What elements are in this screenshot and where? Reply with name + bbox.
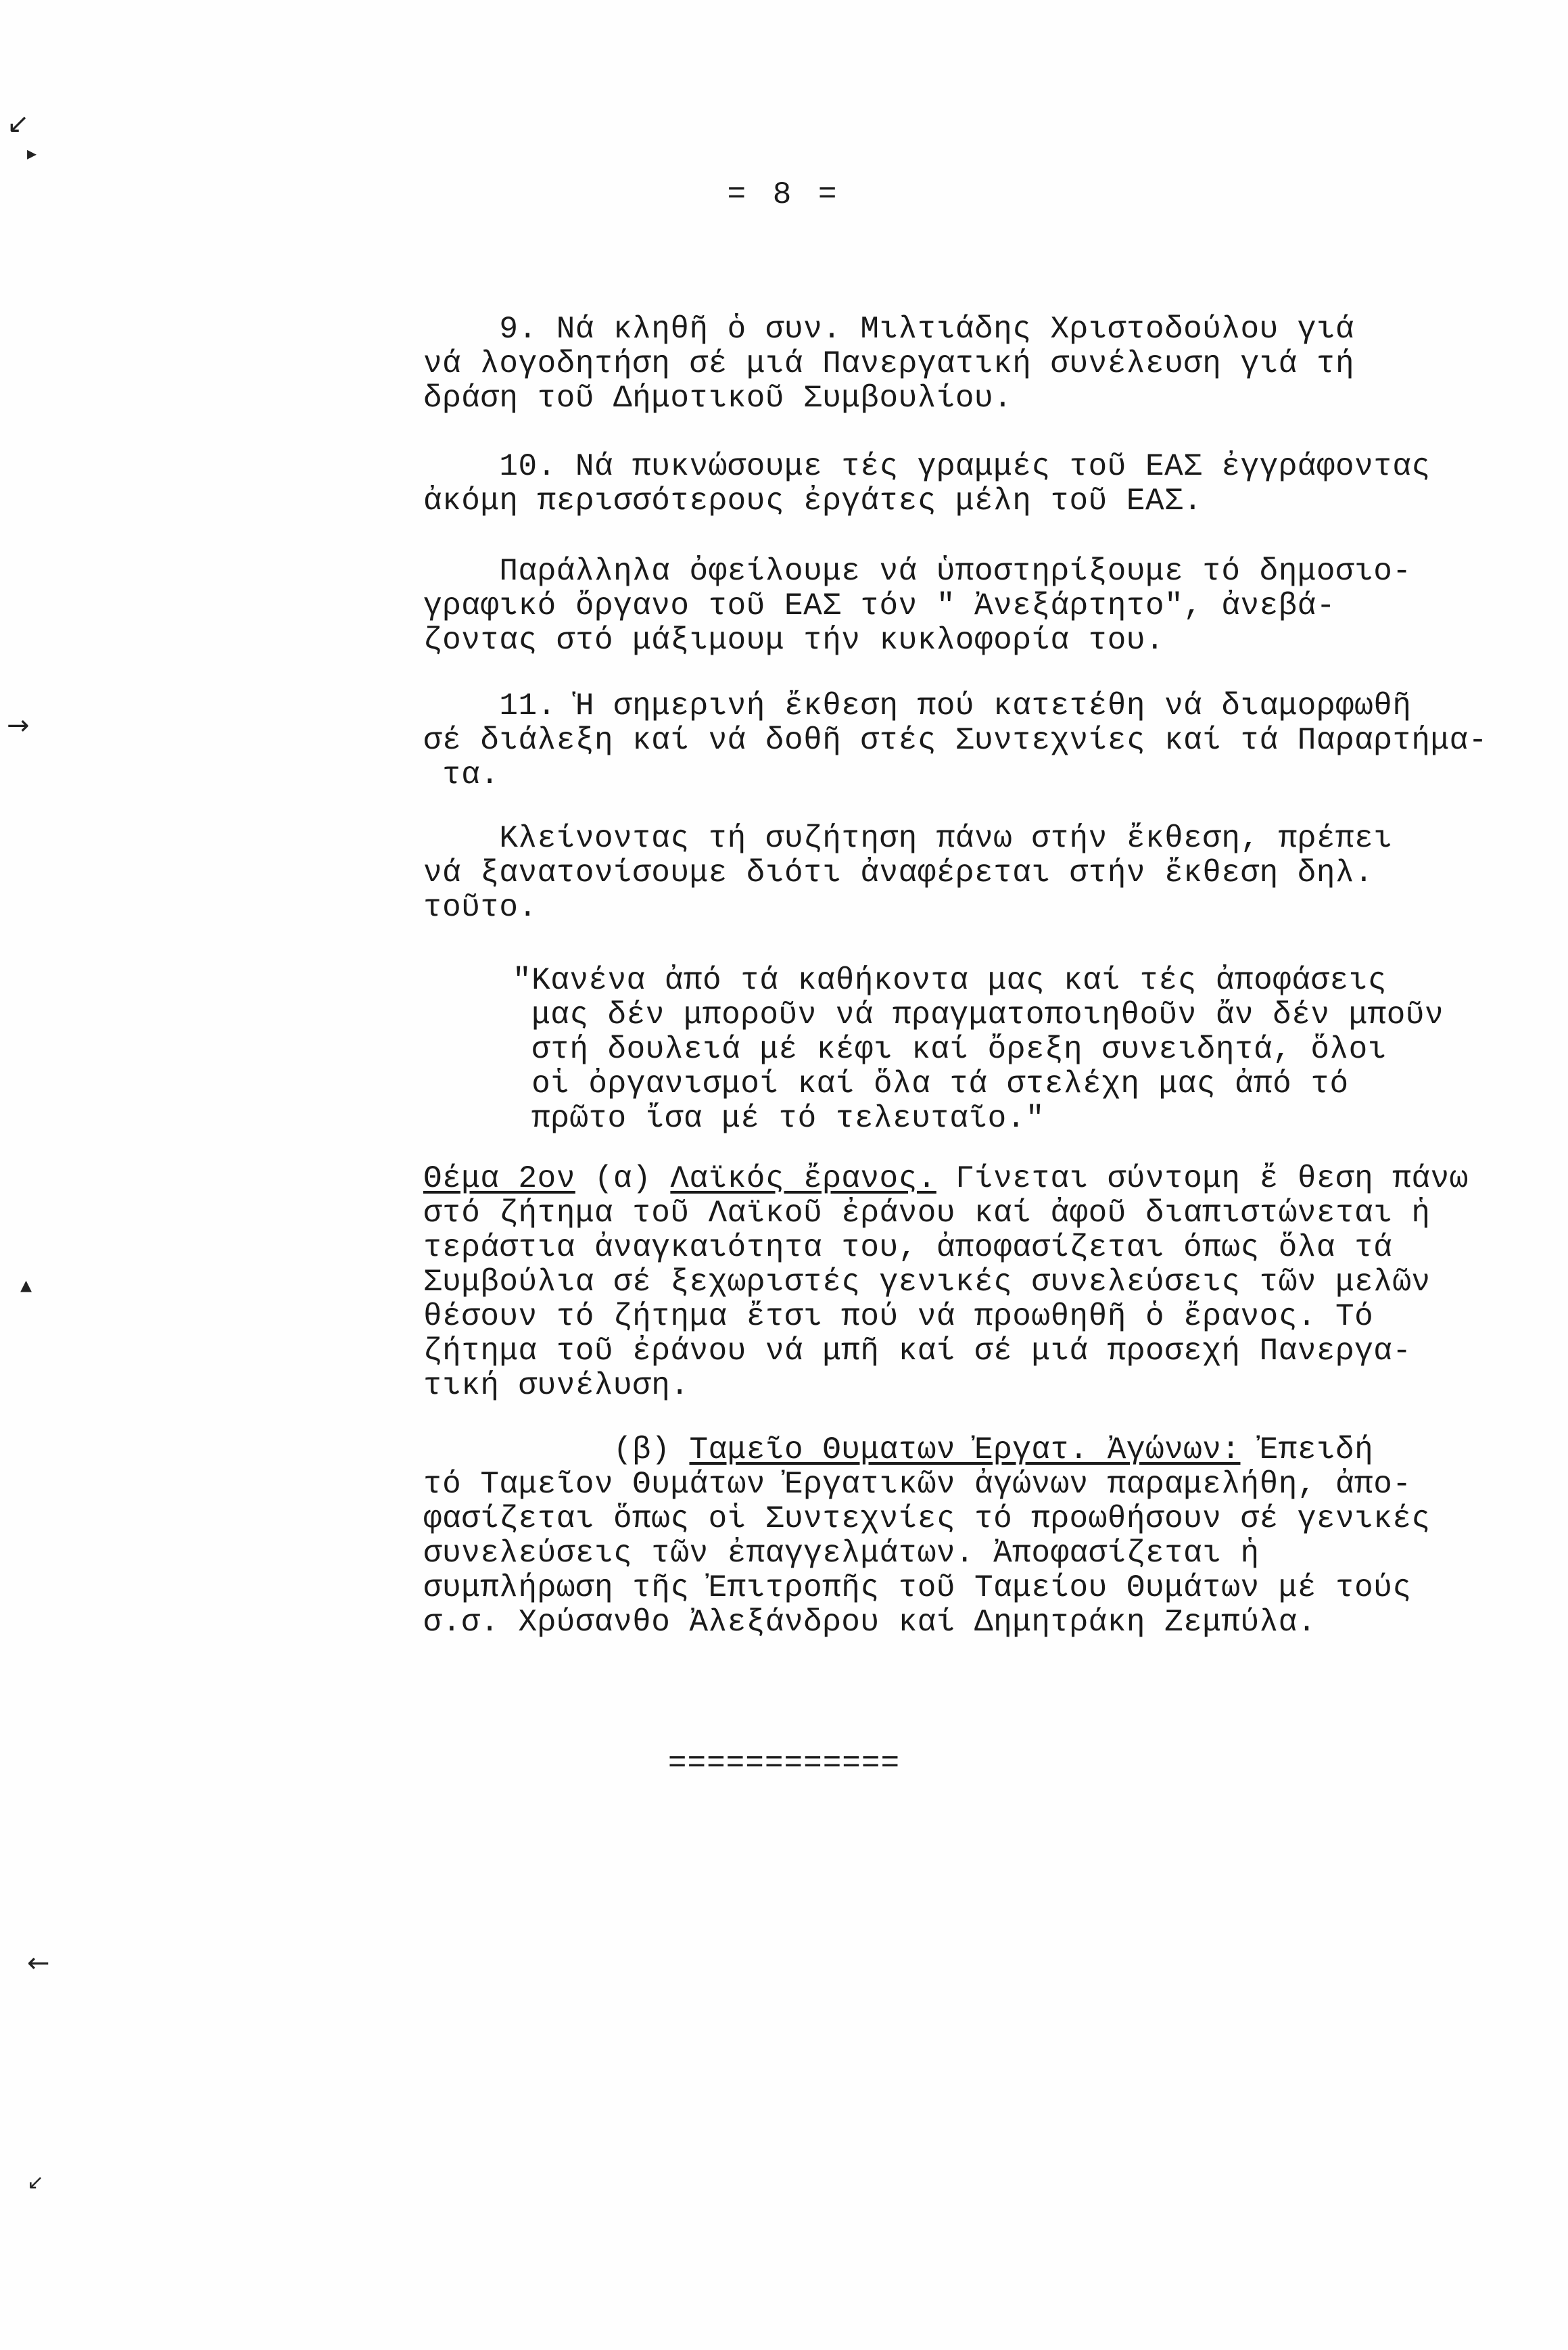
beta-title: Ταμεῖο Θυματων Ἐργατ. Ἀγώνων: <box>689 1432 1241 1467</box>
beta-lead: (β) <box>423 1432 690 1467</box>
paragraph-item-10: 10. Νά πυκνώσουμε τές γραμμές τοῦ ΕΑΣ ἐγγράφοντας ἀκόμη περισσότερους ἐργάτες μέλη τοῦ ΕΑΣ. <box>423 449 1431 519</box>
theme-2-title: Λαϊκός ἔρανος. <box>670 1161 936 1196</box>
scan-mark-icon: ← <box>27 1948 50 1979</box>
scan-mark-icon: ↙ <box>7 108 30 139</box>
paragraph-item-9: 9. Νά κληθῆ ὁ συν. Μιλτιάδης Χριστοδούλου γιά νά λογοδητήση σέ μιά Πανεργατική συνέλευση γιά τή δράση τοῦ Δήμοτικοῦ Συμβουλίου. <box>423 312 1355 416</box>
scan-mark-icon: ▴ <box>20 1271 32 1298</box>
theme-2-subpoint: (α) <box>575 1161 671 1196</box>
paragraph-closing-discussion: Κλείνοντας τή συζήτηση πάνω στήν ἔκθεση, πρέπει νά ξανατονίσουμε διότι ἀναφέρεται στήν ἔκθεση δηλ. τοῦτο. <box>423 821 1393 925</box>
paragraph-theme-2 <box>423 1162 1532 1403</box>
end-divider: ============ <box>667 1746 901 1781</box>
quoted-passage: "Κανένα ἀπό τά καθήκοντα μας καί τές ἀποφάσεις μας δέν μποροῦν νά πραγματοποιηθοῦν ἄν δέν μποῦν στή δουλειά μέ κέφι καί ὄρεξη συνειδητά, ὅλοι οἱ ὀργανισμοί καί ὅλα τά στελέχη μας ἀπό τό πρῶτο ἴσα μέ τό τελευταῖο." <box>513 963 1444 1136</box>
beta-body: Ἐπειδή τό Ταμεῖον Θυμάτων Ἐργατικῶν ἀγώνων παραμελήθη, ἀπο- φασίζεται ὅπως οἱ Συντεχνίες τό προωθήσουν σέ γενικές συνελεύσεις τῶν ἐπαγγελμάτων. Ἀποφασίζεται ἡ συμπλήρωση τῆς Ἐπιτροπῆς τοῦ Ταμείου Θυμάτων μέ τούς σ.σ. Χρύσανθο Ἀλεξάνδρου καί Δημητράκη Ζεμπύλα. <box>423 1432 1431 1640</box>
paragraph-item-11: 11. Ἡ σημερινή ἔκθεση πού κατετέθη νά διαμορφωθῆ σέ διάλεξη καί νά δοθῆ στές Συντεχνίες καί τά Παραρτήμα- τα. <box>423 688 1488 793</box>
paragraph-parallel-support: Παράλληλα ὀφείλουμε νά ὑποστηρίξουμε τό δημοσιο- γραφικό ὄργανο τοῦ ΕΑΣ τόν " Ἀνεξάρτητο", ἀνεβά- ζοντας στό μάξιμουμ τήν κυκλοφορία του. <box>423 554 1412 658</box>
theme-2-body: Γίνεται σύντομη ἔ θεση πάνω στό ζήτημα τοῦ Λαϊκοῦ ἐράνου καί ἀφοῦ διαπιστώνεται ἡ τεράστια ἀναγκαιότητα του, ἀποφασίζεται όπως ὅλα τά Συμβούλια σέ ξεχωριστές γενικές συνελεύσεις τῶν μελῶν θέσουν τό ζήτημα ἔτσι πού νά προωθηθῆ ὁ ἔρανος. Τό ζήτημα τοῦ ἐράνου νά μπῆ καί σέ μιά προσεχή Πανεργα- τική συνέλυση. <box>423 1161 1469 1403</box>
paragraph-theme-2-beta <box>423 1433 1532 1640</box>
scan-mark-icon: ▸ <box>27 142 37 164</box>
scan-mark-icon: ↙ <box>27 2171 45 2194</box>
theme-2-label: Θέμα 2ον <box>423 1161 575 1196</box>
scan-mark-icon: → <box>7 710 30 741</box>
page-number: = 8 = <box>727 177 841 212</box>
